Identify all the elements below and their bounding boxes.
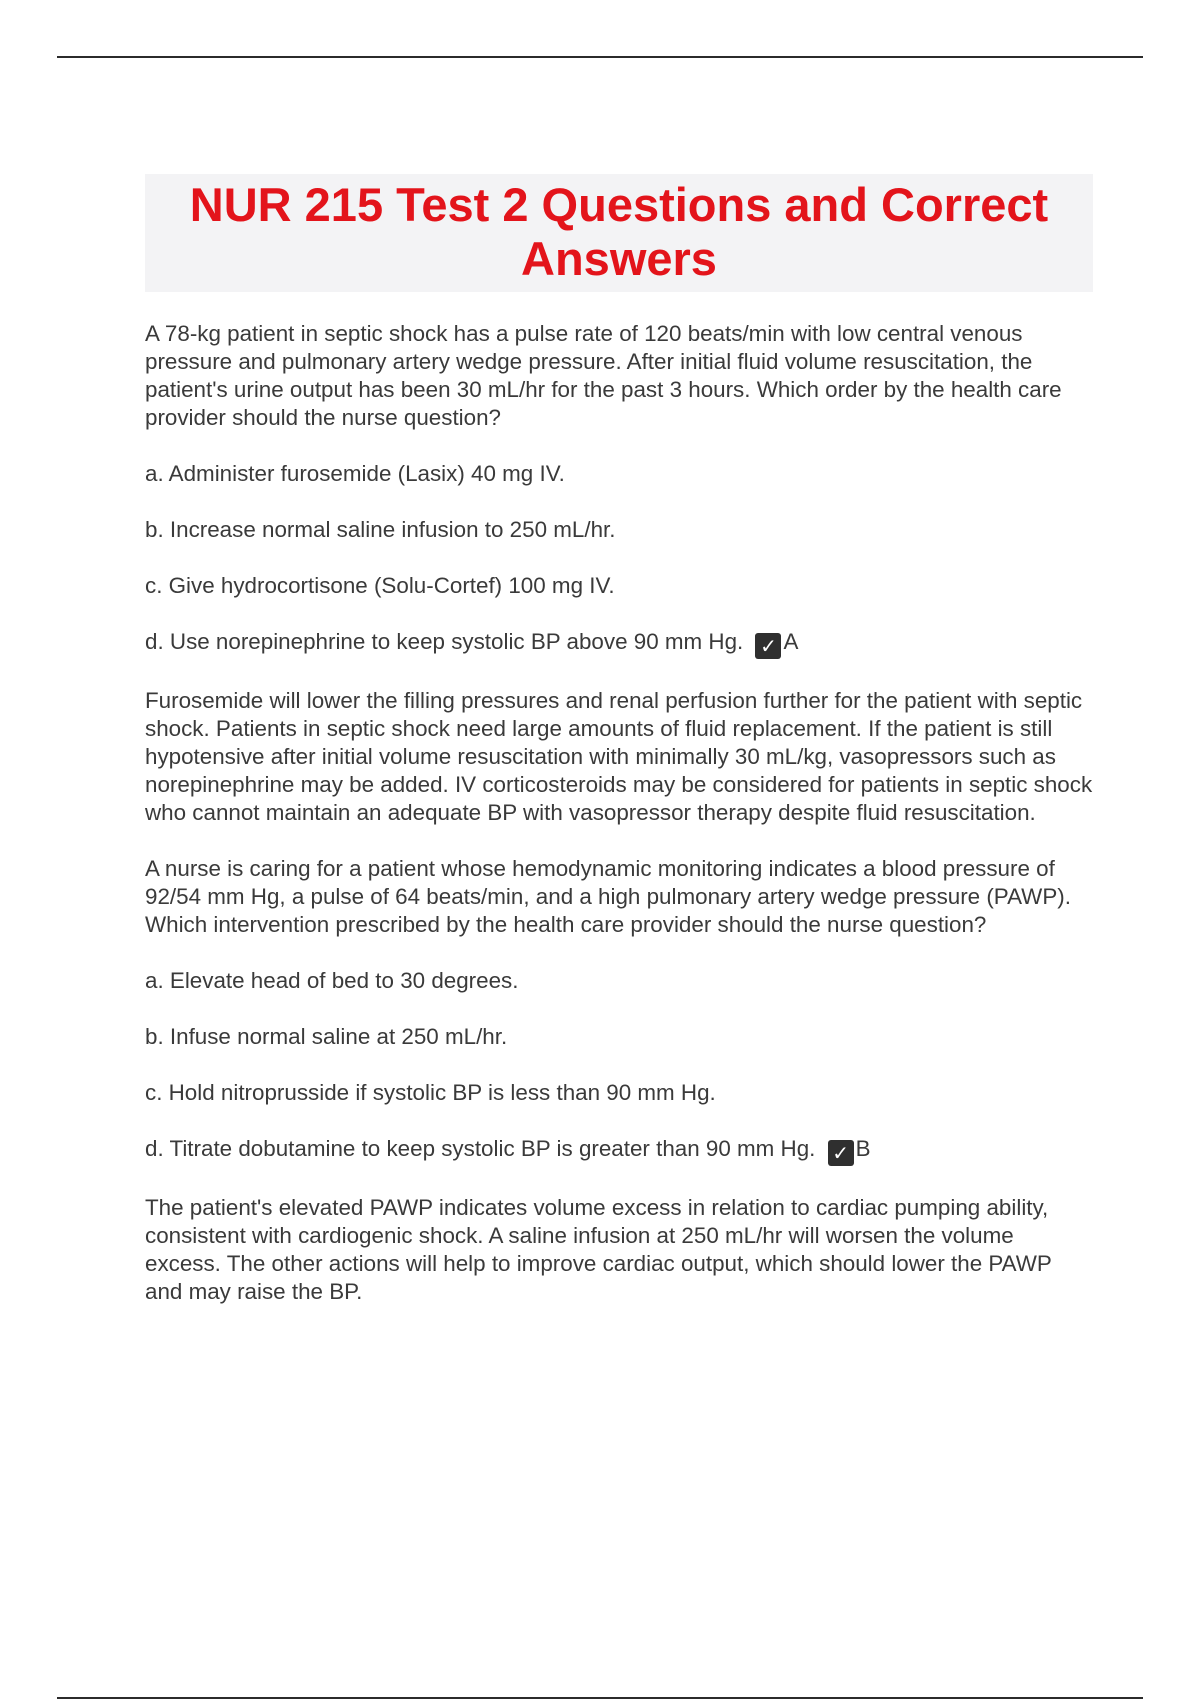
question-1-option-a: a. Administer furosemide (Lasix) 40 mg IV. — [145, 461, 565, 486]
question-2-option-b: b. Infuse normal saline at 250 mL/hr. — [145, 1024, 508, 1049]
question-2-option-d: d. Titrate dobutamine to keep systolic BP is greater than 90 mm Hg. — [145, 1136, 816, 1161]
question-1-answer: A — [783, 629, 799, 654]
bottom-rule — [57, 1697, 1143, 1699]
title-banner — [145, 174, 1093, 292]
question-2-option-d-line — [145, 1135, 1093, 1166]
top-rule — [57, 56, 1143, 58]
question-1-stem: A 78-kg patient in septic shock has a pulse rate of 120 beats/min with low central venous pressure and pulmonary artery wedge pressure. After initial fluid volume resuscitation, the patient's urine output has been 30 mL/hr for the past 3 hours. Which order by the health care provider should the nurse question? — [145, 321, 1062, 430]
checkmark-icon: ✓ — [755, 633, 781, 659]
question-2-option-c: c. Hold nitroprusside if systolic BP is less than 90 mm Hg. — [145, 1080, 716, 1105]
document-title: NUR 215 Test 2 Questions and Correct Answers — [189, 178, 1049, 285]
question-2-rationale: The patient's elevated PAWP indicates volume excess in relation to cardiac pumping ability, consistent with cardiogenic shock. A saline infusion at 250 mL/hr will worsen the volume excess. The other actions will help to improve cardiac output, which should lower the PAWP and may raise the BP. — [145, 1195, 1052, 1304]
question-1-option-d: d. Use norepinephrine to keep systolic BP above 90 mm Hg. — [145, 629, 744, 654]
question-1-rationale: Furosemide will lower the filling pressures and renal perfusion further for the patient with septic shock. Patients in septic shock need large amounts of fluid replacement. If the patient is still hypotensive after initial volume resuscitation with minimally 30 mL/kg, vasopressors such as norepinephrine may be added. IV corticosteroids may be considered for patients in septic shock who cannot maintain an adequate BP with vasopressor therapy despite fluid resuscitation. — [145, 688, 1093, 825]
question-2-option-a: a. Elevate head of bed to 30 degrees. — [145, 968, 519, 993]
question-1-option-d-line — [145, 628, 1093, 659]
question-1-option-c: c. Give hydrocortisone (Solu-Cortef) 100 mg IV. — [145, 573, 615, 598]
checkmark-icon: ✓ — [828, 1140, 854, 1166]
question-1-option-b: b. Increase normal saline infusion to 250 mL/hr. — [145, 517, 616, 542]
document-content — [145, 174, 1093, 1334]
question-2-answer: B — [855, 1136, 871, 1161]
question-2-stem: A nurse is caring for a patient whose hemodynamic monitoring indicates a blood pressure of 92/54 mm Hg, a pulse of 64 beats/min, and a high pulmonary artery wedge pressure (PAWP). Which intervention prescribed by the health care provider should the nurse question? — [145, 856, 1071, 937]
